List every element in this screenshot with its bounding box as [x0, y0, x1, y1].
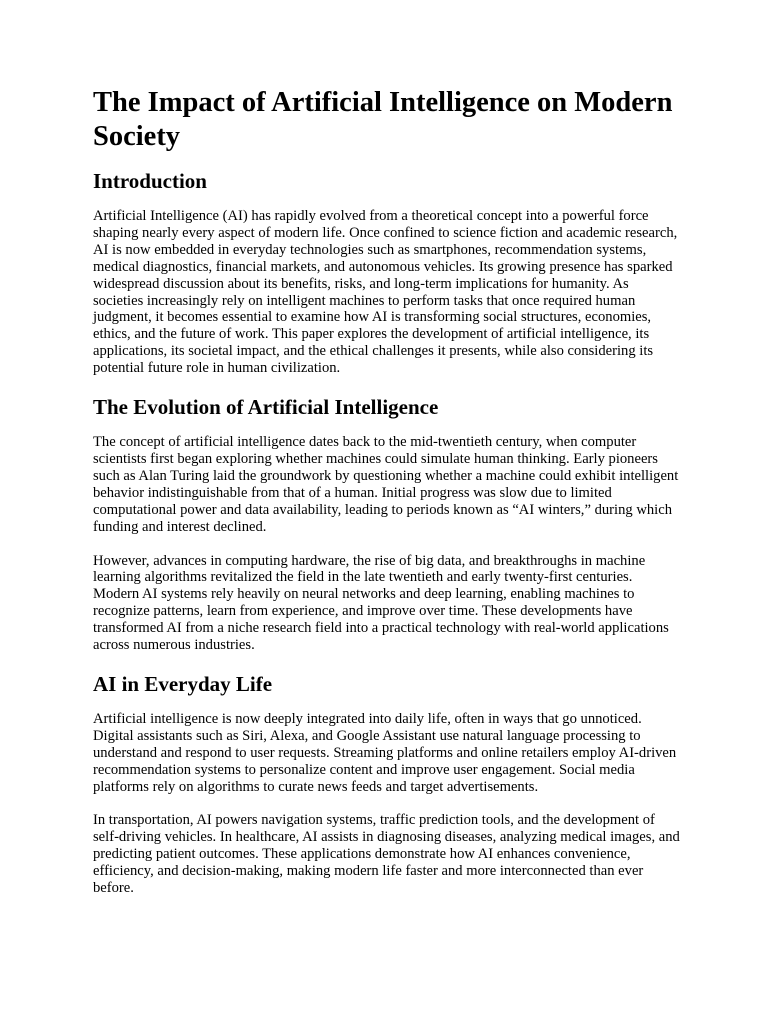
paragraph: In transportation, AI powers navigation systems, traffic prediction tools, and the development of self-driving vehicles. In healthcare, AI assists in diagnosing diseases, analyzing medical images, and predicting patient outcomes. These applications demonstrate how AI enhances convenience, efficiency, and decision-making, making modern life faster and more interconnected than ever before.	[93, 812, 680, 897]
section-everyday-life	[93, 671, 680, 897]
paragraph: Artificial intelligence is now deeply integrated into daily life, often in ways that go unnoticed. Digital assistants such as Siri, Alexa, and Google Assistant use natural language processing to understand and respond to user requests. Streaming platforms and online retailers employ AI-driven recommendation systems to personalize content and improve user engagement. Social media platforms rely on algorithms to curate news feeds and target advertisements.	[93, 710, 677, 795]
paragraph: The concept of artificial intelligence dates back to the mid-twentieth century, when computer scientists first began exploring whether machines could simulate human thinking. Early pioneers such as Alan Turing laid the groundwork by questioning whether a machine could exhibit intelligent behavior indistinguishable from that of a human. Initial progress was slow due to limited computational power and data availability, leading to periods known as “AI winters,” during which funding and interest declined.	[93, 434, 679, 535]
section-heading: Introduction	[93, 169, 207, 193]
paragraph: However, advances in computing hardware, the rise of big data, and breakthroughs in machine learning algorithms revitalized the field in the late twentieth and early twenty-first centuries. Modern AI systems rely heavily on neural networks and deep learning, enabling machines to recognize patterns, learn from experience, and improve over time. These developments have transformed AI from a niche research field into a practical technology with real-world applications across numerous industries.	[93, 552, 669, 654]
section-heading: AI in Everyday Life	[93, 671, 273, 696]
section-evolution	[93, 394, 680, 654]
section-heading: The Evolution of Artificial Intelligence	[93, 395, 439, 420]
paragraph: Artificial Intelligence (AI) has rapidly evolved from a theoretical concept into a powerful force shaping nearly every aspect of modern life. Once confined to science fiction and academic research, AI is now embedded in everyday technologies such as smartphones, recommendation systems, medical diagnostics, financial markets, and autonomous vehicles. Its growing presence has sparked widespread discussion about its benefits, risks, and long-term implications for humanity. As societies increasingly rely on intelligent machines to perform tasks that once required human judgment, it becomes essential to examine how AI is transforming social structures, economies, ethics, and the future of work. This paper explores the development of artificial intelligence, its applications, its societal impact, and the ethical challenges it presents, while also considering its potential future role in human civilization.	[93, 208, 678, 377]
section-introduction	[93, 168, 680, 377]
document-title: The Impact of Artificial Intelligence on Modern Society	[93, 87, 673, 152]
